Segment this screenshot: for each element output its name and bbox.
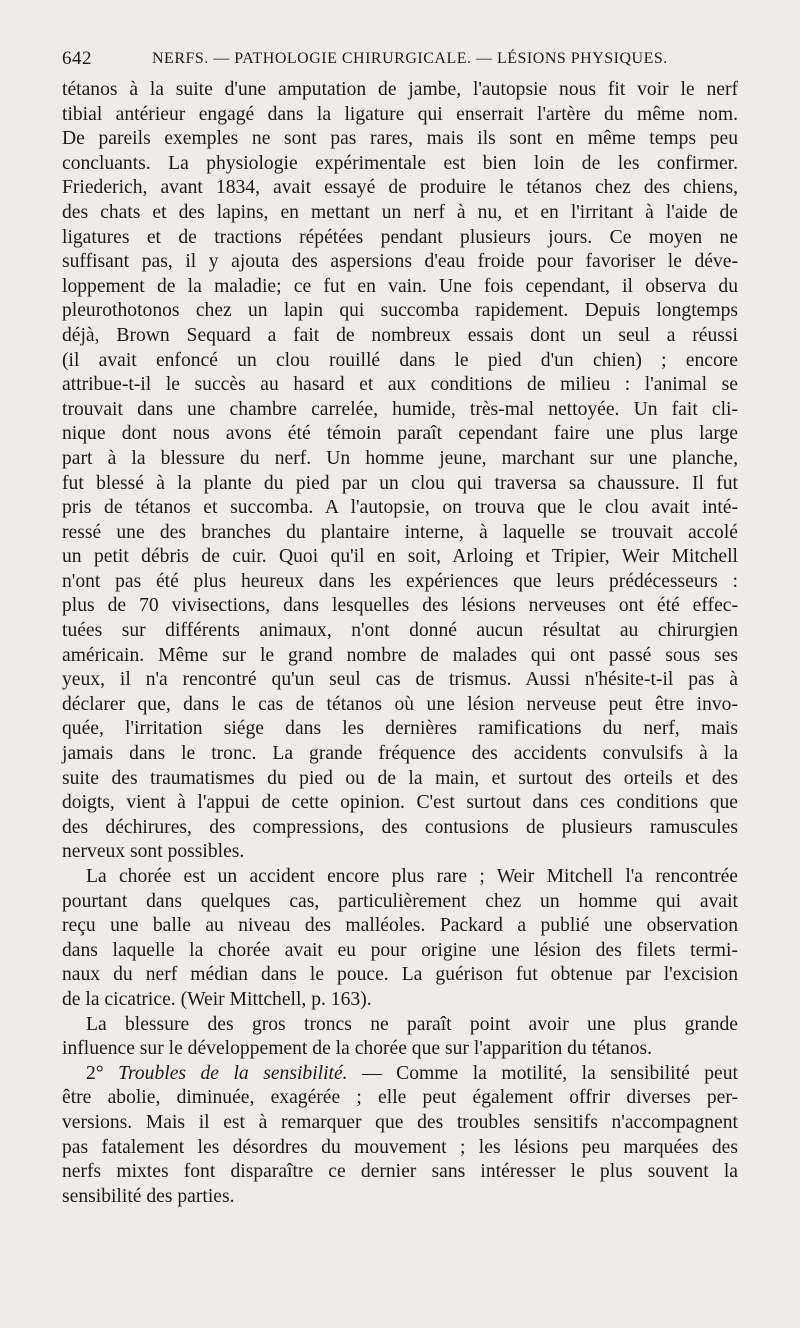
text-line: n'ont pas été plus heureux dans les expériences que leurs prédécesseurs : [62,570,738,592]
text-line: des déchirures, des compressions, des contusions de plusieurs ramuscules [62,816,738,838]
text-line: nerveux sont possibles. [62,841,245,863]
text-line: influence sur le développement de la chorée que sur l'apparition du tétanos. [62,1038,653,1060]
text-line: versions. Mais il est à remarquer que des troubles sensitifs n'accompagnent [62,1111,738,1133]
paragraph-sensibilite [62,1062,738,1210]
paragraph-tetanos [62,78,738,865]
text-line: des chats et des lapins, en mettant un nerf à nu, et en l'irritant à l'aide de [62,201,738,223]
paragraph-choree [62,865,738,1013]
text-line: fut blessé à la plante du pied par un clou qui traversa sa chaussure. Il fut [62,472,738,494]
book-page [62,42,738,1302]
text-line: tétanos à la suite d'une amputation de jambe, l'autopsie nous fit voir le nerf [62,79,738,100]
text-line: part à la blessure du nerf. Un homme jeune, marchant sur une planche, [62,447,738,469]
section-first-line: — Comme la motilité, la sensibilité peut [362,1062,738,1084]
text-line: pris de tétanos et succomba. A l'autopsie, on trouva que le clou avait inté- [62,497,738,519]
text-line: doigts, vient à l'appui de cette opinion. C'est surtout dans ces conditions que [62,792,738,814]
text-line: un petit débris de cuir. Quoi qu'il en soit, Arloing et Tripier, Weir Mitchell [62,546,738,568]
text-line: dans laquelle la chorée avait eu pour origine une lésion des filets termi- [62,939,738,961]
text-line: attribue-t-il le succès au hasard et aux conditions de milieu : l'animal se [62,374,738,396]
text-line: ressé une des branches du plantaire interne, à laquelle se trouvait accolé [62,521,738,543]
text-line: pleurothotonos chez un lapin qui succomba rapidement. Depuis longtemps [62,300,738,322]
text-line: (il avait enfoncé un clou rouillé dans le pied d'un chien) ; encore [62,349,738,371]
text-line: suite des traumatismes du pied ou de la main, et surtout des orteils et des [62,767,738,789]
section-heading-line [62,1062,738,1087]
text-line: pas fatalement les désordres du mouvement ; les lésions peu marquées des [62,1136,738,1158]
paragraph-gros-troncs [62,1013,738,1062]
text-line: trouvait dans une chambre carrelée, humide, très-mal nettoyée. Un fait cli- [62,398,738,420]
text-line: Friederich, avant 1834, avait essayé de produire le tétanos chez des chiens, [62,177,738,199]
text-line: La chorée est un accident encore plus rare ; Weir Mitchell l'a rencontrée [86,866,738,887]
text-line: sensibilité des parties. [62,1185,235,1207]
running-title: NERFS. — PATHOLOGIE CHIRURGICALE. — LÉSIONS PHYSIQUES. [152,50,668,67]
text-line: nerfs mixtes font disparaître ce dernier sans intéresser le plus souvent la [62,1161,738,1183]
text-line: De pareils exemples ne sont pas rares, mais ils sont en même temps peu [62,128,738,150]
text-line: plus de 70 vivisections, dans lesquelles des lésions nerveuses ont été effec- [62,595,738,617]
text-line: suffisant pas, il y ajouta des aspersions d'eau froide pour favoriser le déve- [62,251,738,273]
text-line: américain. Même sur le grand nombre de malades qui ont passé sous ses [62,644,738,666]
text-line: naux du nerf médian dans le pouce. La guérison fut obtenue par l'excision [62,964,738,986]
text-line: pourtant dans quelques cas, particulièrement chez un homme qui avait [62,890,738,912]
text-line: tuées sur différents animaux, n'ont donné aucun résultat au chirurgien [62,620,738,642]
text-line: nique dont nous avons été témoin paraît cependant faire une plus large [62,423,738,445]
section-number: 2° [86,1062,104,1084]
text-line: quée, l'irritation siége dans les dernières ramifications du nerf, mais [62,718,738,740]
page-header [62,42,738,78]
section-title: Troubles de la sensibilité. [118,1062,348,1084]
text-line: déjà, Brown Sequard a fait de nombreux essais dont un seul a réussi [62,324,738,346]
text-line: concluants. La physiologie expérimentale est bien loin de les confirmer. [62,152,738,174]
text-line: être abolie, diminuée, exagérée ; elle peut également offrir diverses per- [62,1087,738,1109]
text-line: déclarer que, dans le cas de tétanos où une lésion nerveuse peut être invo- [62,693,738,715]
text-line: de la cicatrice. (Weir Mittchell, p. 163). [62,988,372,1010]
text-line: loppement de la maladie; ce fut en vain. Une fois cependant, il observa du [62,275,738,297]
text-line: yeux, il n'a rencontré qu'un seul cas de trismus. Aussi n'hésite-t-il pas à [62,669,738,691]
text-line: ligatures et de tractions répétées pendant plusieurs jours. Ce moyen ne [62,226,738,248]
text-line: jamais dans le tronc. La grande fréquence des accidents convulsifs à la [62,743,738,765]
page-number: 642 [62,48,92,69]
text-line: reçu une balle au niveau des malléoles. Packard a publié une observation [62,915,738,937]
text-line: tibial antérieur engagé dans la ligature qui enserrait l'artère du même nom. [62,103,738,125]
body-text [62,78,738,1209]
text-line: La blessure des gros troncs ne paraît point avoir une plus grande [86,1013,738,1035]
